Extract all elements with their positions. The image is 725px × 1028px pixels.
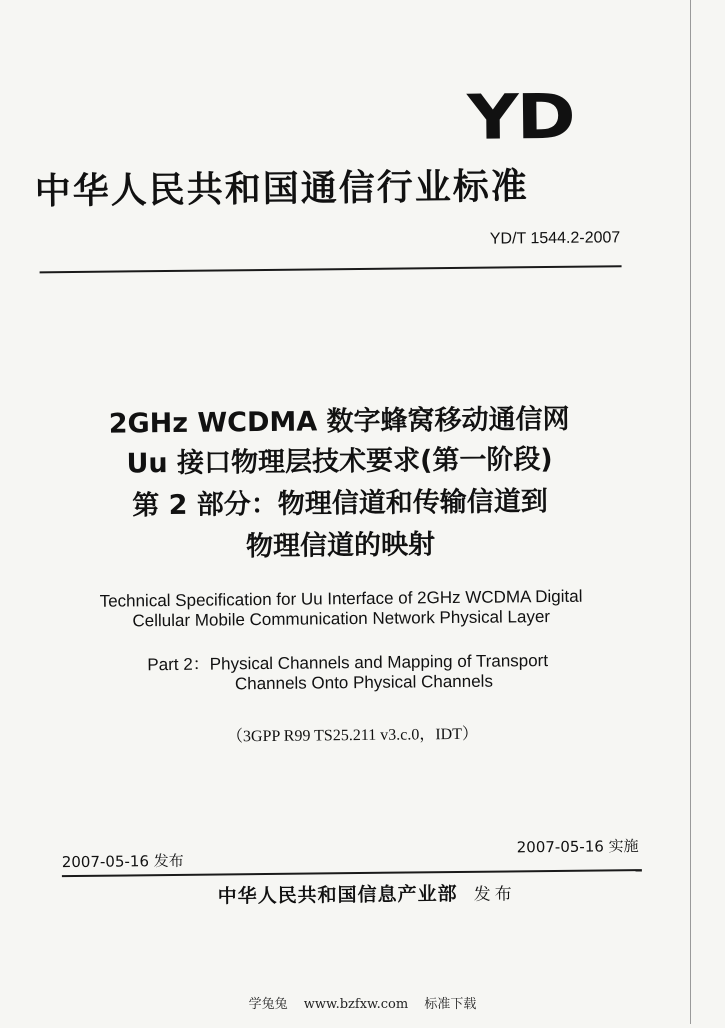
implementation-date: 2007-05-16 实施 bbox=[516, 837, 639, 857]
english-subtitle-line-1: Part 2：Physical Channels and Mapping of Transport bbox=[147, 651, 549, 675]
download-footer bbox=[0, 993, 725, 1012]
organization-title: 中华人民共和国通信行业标准 bbox=[34, 166, 529, 213]
footer-site-name: 学兔兔 bbox=[248, 997, 288, 1012]
issuer-name: 中华人民共和国信息产业部 bbox=[217, 882, 458, 908]
issuer-suffix: 发布 bbox=[473, 884, 516, 905]
footer-slogan: 标准下载 bbox=[424, 997, 477, 1012]
chinese-title-line-2: Uu 接口物理层技术要求(第一阶段) bbox=[126, 443, 553, 480]
english-subtitle-line-2: Channels Onto Physical Channels bbox=[234, 671, 493, 694]
issuing-authority bbox=[4, 876, 725, 911]
issue-date: 2007-05-16 发布 bbox=[61, 851, 184, 872]
header-divider bbox=[40, 265, 622, 273]
chinese-title-line-1: 2GHz WCDMA 数字蜂窝移动通信网 bbox=[108, 403, 570, 440]
english-title-line-2: Cellular Mobile Communication Network Physical Layer bbox=[132, 607, 551, 631]
yd-logo: YD bbox=[466, 79, 574, 154]
chinese-title-line-3: 第 2 部分：物理信道和传输信道到 bbox=[132, 486, 548, 522]
english-title-line-1: Technical Specification for Uu Interface of 2GHz WCDMA Digital bbox=[99, 586, 583, 611]
standard-number: YD/T 1544.2-2007 bbox=[489, 229, 621, 248]
adoption-reference: （3GPP R99 TS25.211 v3.c.0，IDT） bbox=[226, 725, 479, 746]
footer-url-link[interactable]: www.bzfxw.com bbox=[303, 997, 409, 1012]
chinese-title-line-4: 物理信道的映射 bbox=[245, 529, 436, 563]
